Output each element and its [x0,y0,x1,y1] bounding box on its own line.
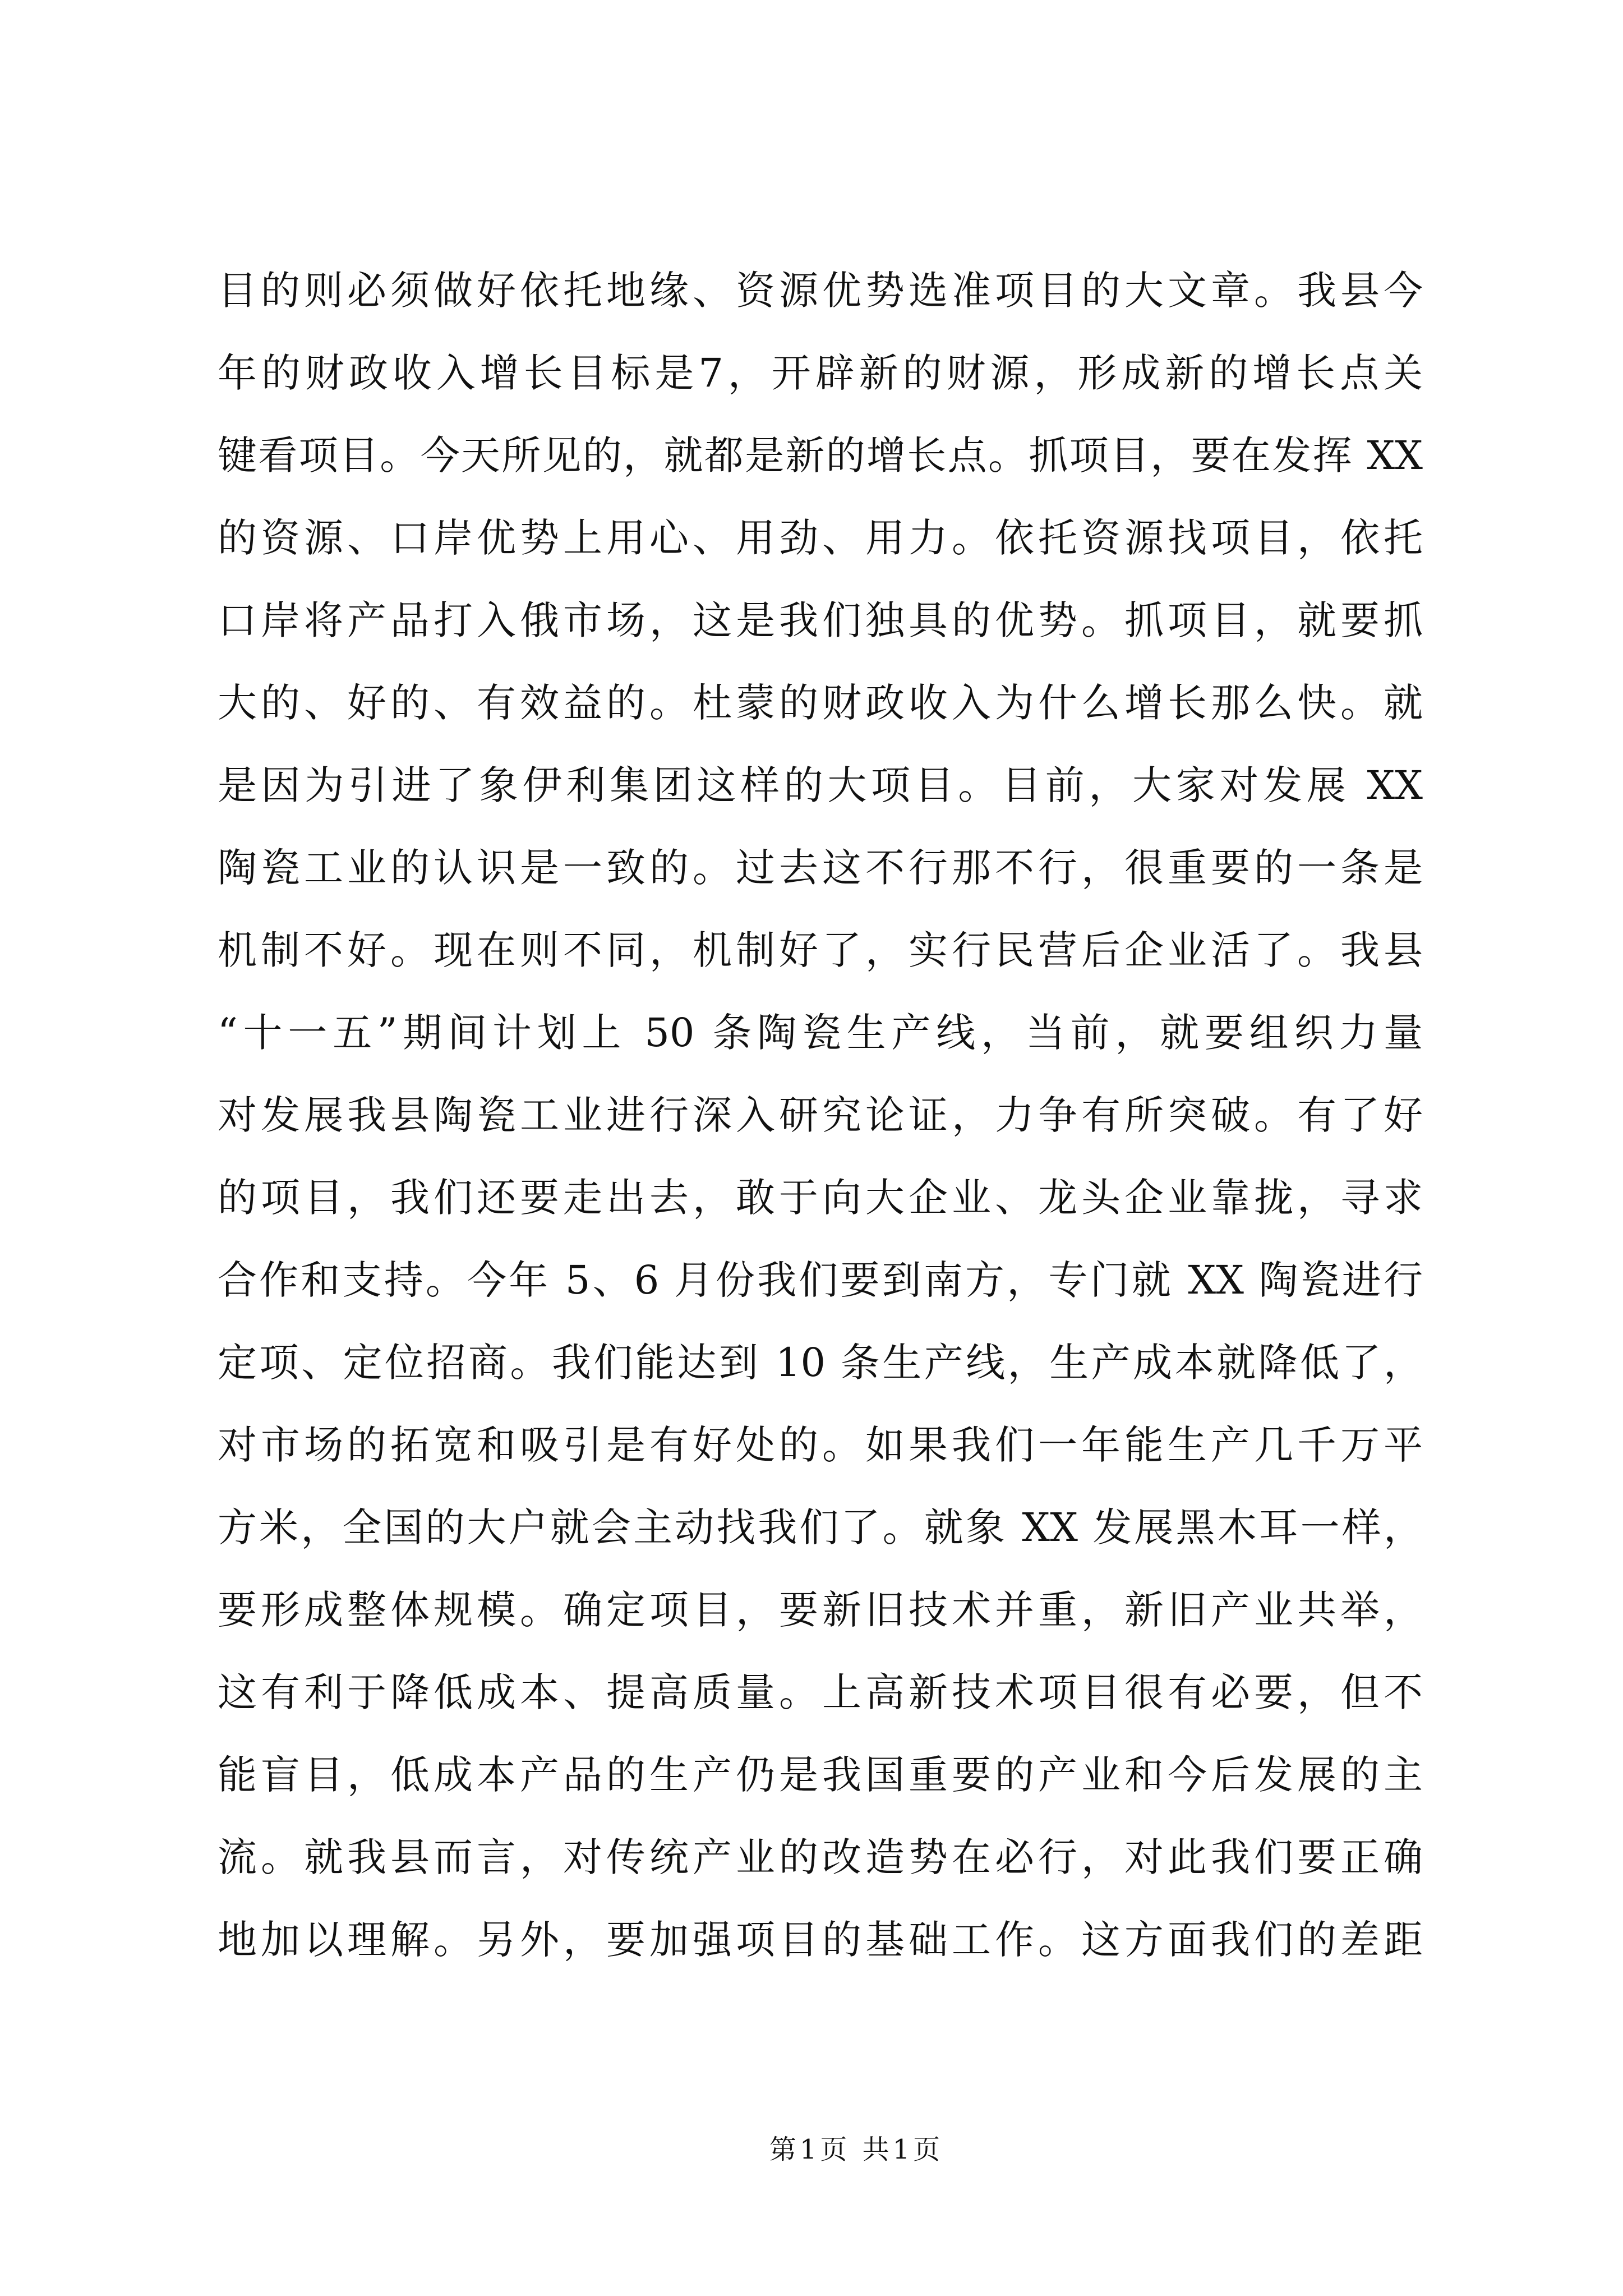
text-line: “十一五”期间计划上 50 条陶瓷生产线，当前，就要组织力量 [218,1010,1423,1056]
text-line: 陶瓷工业的认识是一致的。过去这不行那不行，很重要的一条是 [218,845,1423,891]
text-line: 要形成整体规模。确定项目，要新旧技术并重，新旧产业共举， [218,1587,1423,1633]
text-line: 定项、定位招商。我们能达到 10 条生产线，生产成本就降低了， [218,1340,1423,1386]
text-line: 合作和支持。今年 5、6 月份我们要到南方，专门就 XX 陶瓷进行 [218,1257,1423,1303]
text-line: 年的财政收入增长目标是7，开辟新的财源，形成新的增长点关 [218,350,1423,396]
text-line: 目的则必须做好依托地缘、资源优势选准项目的大文章。我县今 [218,268,1423,314]
text-line: 口岸将产品打入俄市场，这是我们独具的优势。抓项目，就要抓 [218,597,1423,643]
text-line: 键看项目。今天所见的，就都是新的增长点。抓项目，要在发挥 XX [218,432,1423,478]
text-line: 对市场的拓宽和吸引是有好处的。如果我们一年能生产几千万平 [218,1422,1423,1468]
text-line: 对发展我县陶瓷工业进行深入研究论证，力争有所突破。有了好 [218,1092,1423,1138]
text-line: 大的、好的、有效益的。杜蒙的财政收入为什么增长那么快。就 [218,680,1423,726]
text-line: 的项目，我们还要走出去，敢于向大企业、龙头企业靠拢，寻求 [218,1175,1423,1221]
text-line: 这有利于降低成本、提高质量。上高新技术项目很有必要，但不 [218,1669,1423,1715]
text-line: 是因为引进了象伊利集团这样的大项目。目前，大家对发展 XX [218,762,1423,808]
text-line: 能盲目，低成本产品的生产仍是我国重要的产业和今后发展的主 [218,1752,1423,1798]
text-line: 机制不好。现在则不同，机制好了，实行民营后企业活了。我县 [218,927,1423,973]
text-line: 流。就我县而言，对传统产业的改造势在必行，对此我们要正确 [218,1834,1423,1880]
page-footer: 第1页 共1页 [769,2134,944,2165]
text-line: 地加以理解。另外，要加强项目的基础工作。这方面我们的差距 [218,1917,1423,1963]
body-text [218,250,1423,1981]
text-line: 方米，全国的大户就会主动找我们了。就象 XX 发展黑木耳一样， [218,1504,1423,1550]
text-line: 的资源、口岸优势上用心、用劲、用力。依托资源找项目，依托 [218,515,1423,561]
